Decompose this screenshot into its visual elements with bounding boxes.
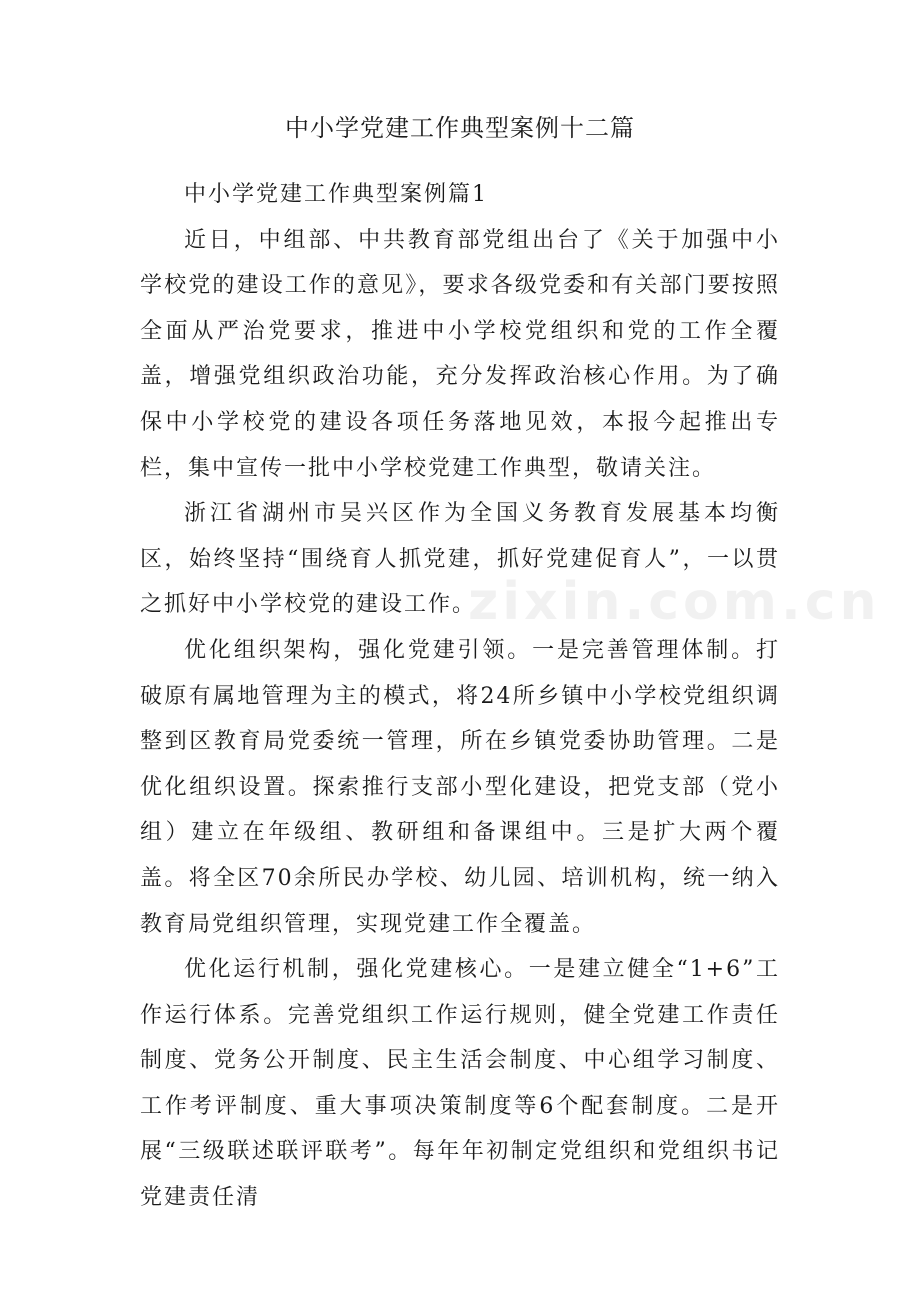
paragraph: 浙江省湖州市吴兴区作为全国义务教育发展基本均衡区，始终坚持“围绕育人抓党建，抓好党建促育人”，一以贯之抓好中小学校党的建设工作。 (140, 501, 780, 618)
section-heading: 中小学党建工作典型案例篇1 (184, 182, 488, 207)
paragraph: 优化运行机制，强化党建核心。一是建立健全“1+6”工作运行体系。完善党组织工作运行规则，健全党建工作责任制度、党务公开制度、民主生活会制度、中心组学习制度、工作考评制度、重大事项决策制度等6个配套制度。二是开展“三级联述联评联考”。每年年初制定党组织和党组织书记党建责任清 (140, 957, 780, 1211)
paragraph: 优化组织架构，强化党建引领。一是完善管理体制。打破原有属地管理为主的模式，将24所乡镇中小学校党组织调整到区教育局党委统一管理，所在乡镇党委协助管理。二是优化组织设置。探索推行支部小型化建设，把党支部（党小组）建立在年级组、教研组和备课组中。三是扩大两个覆盖。将全区70余所民办学校、幼儿园、培训机构，统一纳入教育局党组织管理，实现党建工作全覆盖。 (140, 637, 780, 937)
watermark: zixin.com.cn (468, 572, 881, 632)
paragraph: 近日，中组部、中共教育部党组出台了《关于加强中小学校党的建设工作的意见》，要求各级党委和有关部门要按照全面从严治党要求，推进中小学校党组织和党的工作全覆盖，增强党组织政治功能，充分发挥政治核心作用。为了确保中小学校党的建设各项任务落地见效，本报今起推出专栏，集中宣传一批中小学校党建工作典型，敬请关注。 (140, 227, 780, 481)
document-body (140, 172, 780, 1221)
document-title: 中小学党建工作典型案例十二篇 (285, 114, 635, 142)
